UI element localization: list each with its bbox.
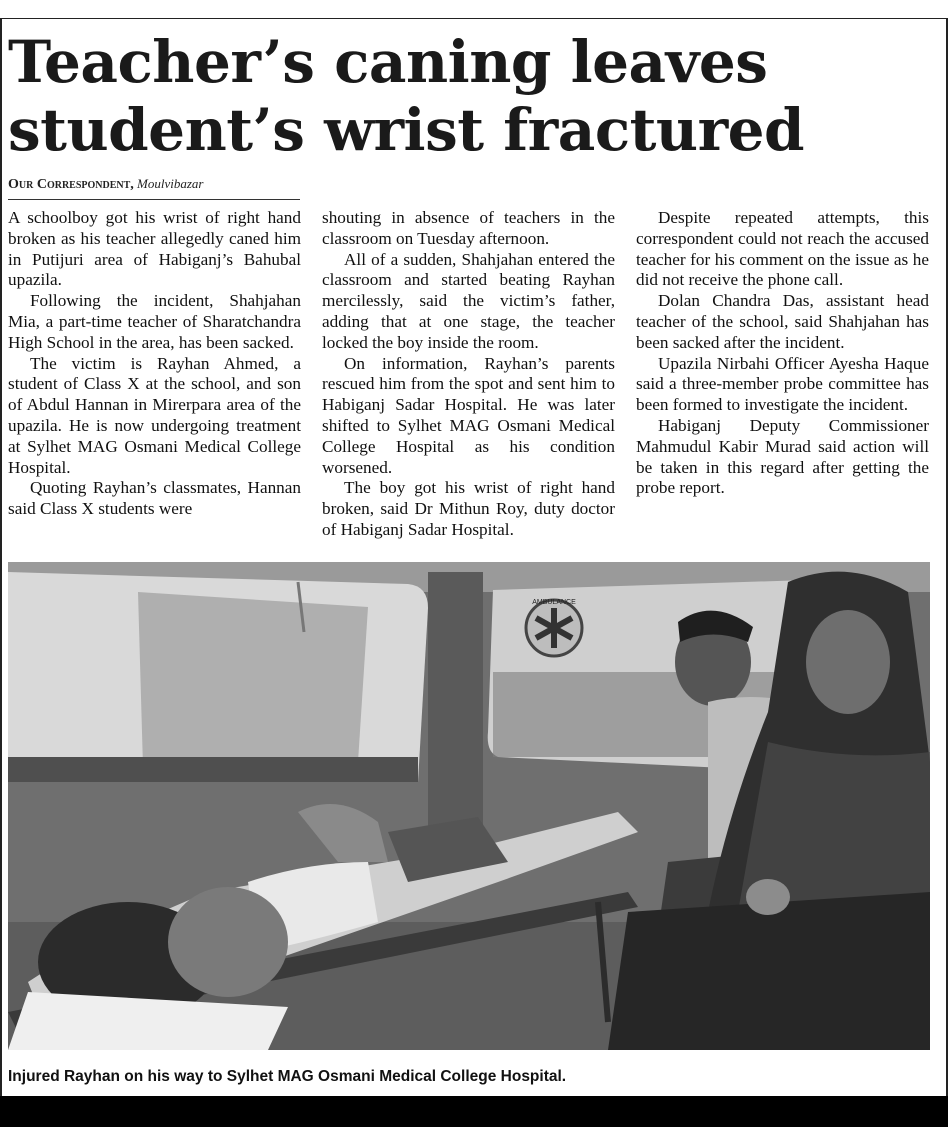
- paragraph: Quoting Rayhan’s classmates, Hannan said Class X students were: [8, 478, 301, 519]
- photo-caption: Injured Rayhan on his way to Sylhet MAG Osmani Medical College Hospital.: [8, 1068, 567, 1085]
- emblem-text: AMBULANCE: [532, 599, 576, 606]
- door-pillar: [428, 572, 483, 832]
- news-photo: [8, 562, 930, 1050]
- article-column-1: [8, 208, 301, 520]
- top-rule: [0, 18, 948, 19]
- paragraph: All of a sudden, Shahjahan entered the classroom and started beating Rayhan mercilessly, said the victim’s father, adding that at one stage, the teacher locked the boy inside the room.: [322, 249, 615, 352]
- window-curtain: [138, 592, 368, 767]
- paragraph: Following the incident, Shahjahan Mia, a part-time teacher of Sharatchandra High School in the area, has been sacked.: [8, 291, 301, 352]
- patient-face: [168, 887, 288, 997]
- byline: [8, 176, 204, 193]
- byline-location: Moulvibazar: [137, 176, 204, 191]
- paragraph: shouting in absence of teachers in the classroom on Tuesday afternoon.: [322, 208, 615, 248]
- paragraph: Despite repeated attempts, this correspondent could not reach the accused teacher for his comment on the issue as he did not receive the phone call.: [636, 208, 929, 290]
- paragraph: A schoolboy got his wrist of right hand broken as his teacher allegedly caned him in Putijuri area of Habiganj’s Bahubal upazila.: [8, 208, 301, 290]
- bottom-black-bar: [0, 1096, 948, 1127]
- left-frame-rule: [0, 18, 2, 1096]
- byline-author: Our Correspondent,: [8, 177, 134, 192]
- paragraph: Habiganj Deputy Commissioner Mahmudul Kabir Murad said action will be taken in this regard after getting the probe report.: [636, 415, 929, 498]
- ambulance-interior-illustration: [8, 562, 930, 1050]
- woman-dress: [608, 892, 930, 1050]
- woman-face: [806, 610, 890, 714]
- paragraph: The victim is Rayhan Ahmed, a student of Class X at the school, and son of Abdul Hannan in Mirerpara area of the upazila. He is now undergoing treatment at Sylhet MAG Osmani Medical College Hospital.: [8, 353, 301, 477]
- article-column-2: [322, 208, 615, 541]
- woman-hand: [746, 879, 790, 915]
- paragraph: Upazila Nirbahi Officer Ayesha Haque said a three-member probe committee has been formed to investigate the incident.: [636, 353, 929, 415]
- byline-rule: [8, 199, 300, 200]
- paragraph: The boy got his wrist of right hand broken, said Dr Mithun Roy, duty doctor of Habiganj Sadar Hospital.: [322, 478, 615, 539]
- headline: Teacher’s caning leaves student’s wrist fractured: [8, 28, 805, 164]
- window-sill-left: [8, 757, 418, 782]
- paragraph: On information, Rayhan’s parents rescued him from the spot and sent him to Habiganj Sadar Hospital. He was later shifted to Sylhet MAG Osmani Medical College Hospital as his condition worsened.: [322, 353, 615, 477]
- article-column-3: [636, 208, 929, 499]
- paragraph: Dolan Chandra Das, assistant head teacher of the school, said Shahjahan has been sacked after the incident.: [636, 291, 929, 352]
